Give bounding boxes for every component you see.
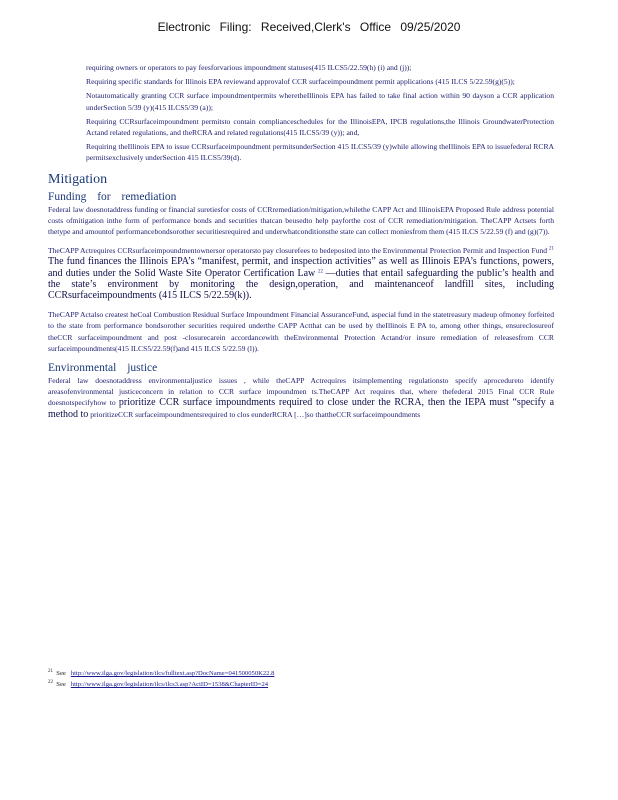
- section-heading-mitigation: Mitigation: [48, 171, 108, 187]
- footnote: $^{22}$ See http://www.ilga.gov/legislation/ilcs/ilcs3.asp?ActID=1538&ChapterID=24: [48, 679, 269, 688]
- list-item: Requiring specific standards for Illinois EPA reviewand approvalof CCR surfaceimpoundment permit applications (415 ILCS 5/22.59(g)(5));: [48, 76, 554, 87]
- footnotes: [48, 668, 554, 690]
- funding-section: [48, 204, 554, 354]
- footnote-ref: 21: [549, 246, 555, 252]
- paragraph: TheCAPP Actalso createst heCoal Combustion Residual Surface Impoundment Financial AssuranceFund, aspecial fund in the statetreasury madeup ofmoney forfeited to the state from performance bondsorother securities required underthe CAPP Actthat can be used by theIllinois E PA to, among other things, ensureclosureof theCCR surfaceimpoundment and post -closurecarein accordancewith theEnvironmental Protection Actand/or insure remediation of releasesfrom CCR surfaceimpoundments(415 ILCS5/22.59(f)and 415 ILCS 5/22.59 (l)).: [48, 310, 554, 353]
- requirements-list: [48, 62, 554, 164]
- page-body: [48, 62, 554, 428]
- list-item: Requiring theIllinois EPA to issue CCRsurfaceimpoundment permitsunderSection 415 ILCS5/39 (y)while allowing theIllinois EPA to issuefederal RCRA permitsexclusively underSection 415 ILCS5/39(d).: [48, 141, 554, 163]
- bullet-icon: [48, 116, 86, 138]
- subheading-funding: Funding for remediation: [48, 190, 177, 203]
- ej-section: [48, 375, 554, 420]
- paragraph: Federal law doesnotaddress funding or financial suretiesfor costs of CCRremediation/mitigation,whilethe CAPP Act and IllinoisEPA Proposed Rule address potential costs ofmitigation inthe form of performance bonds and securities thatcan beusedto help payforthe cost of CCR remediation/mitigation. TheCAPP Actsets forth thetype and amountof performancebondsorother securitiesrequired and underwhatconditionsthe state can collect moniesfrom them (415 ILCS 5/22.59 (f) and (g)(7)).: [48, 204, 554, 237]
- filing-header: Electronic Filing: Received,Clerk's Office 09/25/2020: [157, 20, 461, 34]
- footnote-link[interactable]: http://www.ilga.gov/legislation/ilcs/ilcs3.asp?ActID=1538&ChapterID=24: [70, 681, 269, 688]
- bullet-icon: [48, 76, 86, 87]
- paragraph: TheCAPP Actrequires CCRsurfaceimpoundmentownersor operatorsto pay closurefees to bedeposited into the Environmental Protection Permit and Inspection Fund $^{21}$ The fund finances the Illinois EPA’s “manifest, permit, and inspection activities” as well as Illinois EPA’s functions, powers, and duties under the Solid Waste Site Operator Certification Law $^{22}$ —duties that entail safeguarding the public’s health and the state’s environment by monitoring the design,operation, and maintenanceof landfill sites, including CCRsurfaceimpoundments (415 ILCS 5/22.59(k)).: [48, 246, 555, 302]
- bullet-icon: [48, 141, 86, 163]
- list-continuation: requiring owners or operators to pay feesforvarious impoundment statuses(415 ILCS5/22.59(h) (i) and (j));: [86, 63, 412, 72]
- subheading-environmental-justice: Environmental justice: [48, 362, 158, 375]
- bullet-icon: [48, 90, 86, 112]
- list-item: Requiring CCRsurfaceimpoundment permitsto contain complianceschedules for the IllinoisEPA, IPCB regulations,the Illinois GroundwaterProtection Actand related regulations, and theRCRA and related regulations(415 ILCS5/39 (y)); and,: [48, 116, 554, 138]
- footnote-link[interactable]: http://www.ilga.gov/legislation/ilcs/fulltext.asp?DocName=041500050K22.8: [70, 670, 275, 677]
- footnote-ref: 22: [317, 269, 323, 275]
- paragraph: Federal law doesnotaddress environmentaljustice issues , while theCAPP Actrequires itsimplementing regulationsto specify aprocedureto identify areasofenvironmental justiceconcern in relation to CCR surface impoundmen ts.TheCAPP Act requires that, where thefederal 2015 Final CCR Rule doesnotspecifyhow to prioritize CCR surface impoundments required to close under the RCRA, then the IEPA must “specify a method to prioritizeCCR surfaceimpoundmentsrequired to clos eunderRCRA […]so thattheCCR surfaceimpoundments: [48, 376, 555, 420]
- footnote: $^{21}$ See http://www.ilga.gov/legislation/ilcs/fulltext.asp?DocName=041500050K22.8: [48, 668, 275, 677]
- list-item: Notautomatically granting CCR surface impoundmentpermits wheretheIllinois EPA has failed to take final action within 90 dayson a CCR application underSection 5/39 (y)(415 ILCS5/39 (a));: [48, 90, 554, 112]
